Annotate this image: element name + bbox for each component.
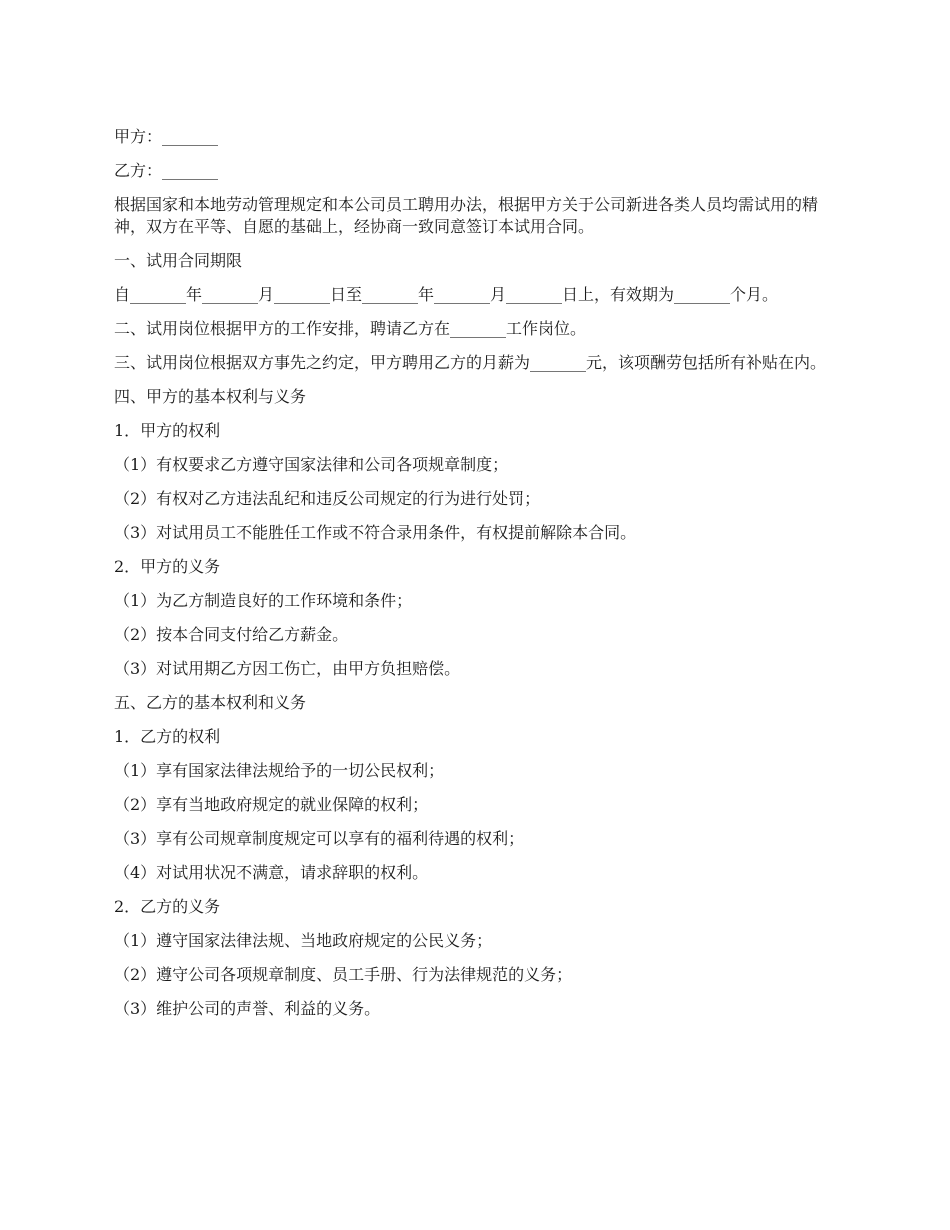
section-5-2-title: 2．乙方的义务 bbox=[114, 897, 221, 916]
section-4-2-item: （3）对试用期乙方因工伤亡，由甲方负担赔偿。 bbox=[114, 659, 461, 678]
section-4-2-item: （2）按本合同支付给乙方薪金。 bbox=[114, 625, 349, 644]
section-5-1-item: （1）享有国家法律法规给予的一切公民权利； bbox=[114, 761, 445, 780]
contract-page bbox=[114, 126, 834, 1032]
section-4-2-item: （1）为乙方制造良好的工作环境和条件； bbox=[114, 591, 413, 610]
section-1-body: 自_______年_______月_______日至_______年_______月_______日上，有效期为_______个月。 bbox=[114, 285, 779, 304]
section-4-title: 四、甲方的基本权利与义务 bbox=[114, 387, 307, 406]
section-5-2-item: （3）维护公司的声誉、利益的义务。 bbox=[114, 999, 381, 1018]
section-4-1-item: （2）有权对乙方违法乱纪和违反公司规定的行为进行处罚； bbox=[114, 489, 541, 508]
section-5-title: 五、乙方的基本权利和义务 bbox=[114, 693, 307, 712]
section-5-1-item: （3）享有公司规章制度规定可以享有的福利待遇的权利； bbox=[114, 829, 525, 848]
section-4-1-title: 1．甲方的权利 bbox=[114, 421, 221, 440]
section-5-2-item: （1）遵守国家法律法规、当地政府规定的公民义务； bbox=[114, 931, 493, 950]
section-4-1-item: （3）对试用员工不能胜任工作或不符合录用条件，有权提前解除本合同。 bbox=[114, 523, 637, 542]
section-5-1-item: （2）享有当地政府规定的就业保障的权利； bbox=[114, 795, 429, 814]
section-5-1-title: 1．乙方的权利 bbox=[114, 727, 221, 746]
intro-paragraph: 根据国家和本地劳动管理规定和本公司员工聘用办法，根据甲方关于公司新进各类人员均需试用的精神，双方在平等、自愿的基础上，经协商一致同意签订本试用合同。 bbox=[114, 195, 819, 236]
section-4-2-title: 2．甲方的义务 bbox=[114, 557, 221, 576]
section-2-paragraph: 二、试用岗位根据甲方的工作安排，聘请乙方在_______工作岗位。 bbox=[114, 319, 587, 338]
section-4-1-item: （1）有权要求乙方遵守国家法律和公司各项规章制度； bbox=[114, 455, 509, 474]
party-b-line: 乙方：_______ bbox=[114, 161, 219, 180]
section-1-title: 一、试用合同期限 bbox=[114, 251, 243, 270]
section-3-paragraph: 三、试用岗位根据双方事先之约定，甲方聘用乙方的月薪为_______元，该项酬劳包括所有补贴在内。 bbox=[114, 353, 827, 372]
section-5-2-item: （2）遵守公司各项规章制度、员工手册、行为法律规范的义务； bbox=[114, 965, 573, 984]
party-a-line: 甲方：_______ bbox=[114, 127, 219, 146]
section-5-1-item: （4）对试用状况不满意，请求辞职的权利。 bbox=[114, 863, 429, 882]
